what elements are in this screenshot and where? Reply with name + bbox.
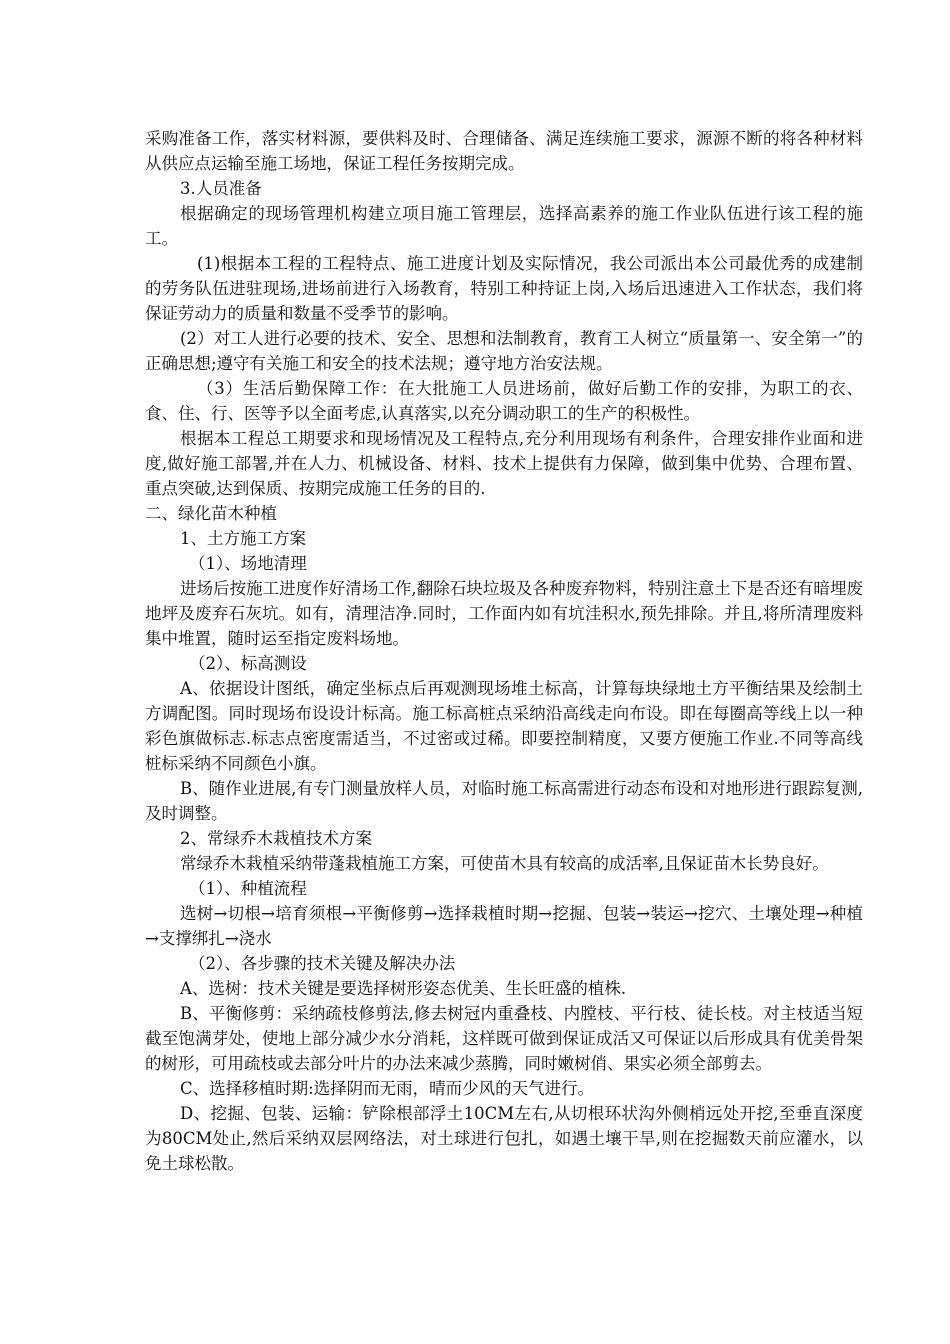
heading-key-steps: （2）、各步骤的技术关键及解决办法 xyxy=(189,954,456,973)
paragraph-education: (2）对工人进行必要的技术、安全、思想和法制教育，教育工人树立“质量第一、安全第一”的正确思想;遵守有关施工和安全的技术法规；遵守地方治安法规。 xyxy=(145,329,863,373)
heading-greening-planting: 二、绿化苗木种植 xyxy=(145,504,277,523)
heading-evergreen-tree-plan: 2、常绿乔木栽植技术方案 xyxy=(180,829,372,848)
paragraph-elevation-b: B、随作业进展,有专门测量放样人员，对临时施工标高需进行动态布设和对地形进行跟踪复测,及时调整。 xyxy=(145,779,863,823)
paragraph-materials-continued: 采购准备工作，落实材料源，要供料及时、合理储备、满足连续施工要求，源源不断的将各种材料从供应点运输至施工场地，保证工程任务按期完成。 xyxy=(145,129,863,173)
paragraph-elevation-a: A、依据设计图纸，确定坐标点后再观测现场堆土标高，计算每块绿地土方平衡结果及绘制土方调配图。同时现场布设设计标高。施工标高桩点采纳沿高线走向布设。即在每圈高等线上以一种彩色旗做标志.标志点密度需适当，不过密或过稀。即要控制精度，又要方便施工作业.不同等高线桩标采纳不同颜色小旗。 xyxy=(145,679,863,773)
paragraph-evergreen-intro: 常绿乔木栽植采纳带蓬栽植施工方案，可使苗木具有较高的成活率,且保证苗木长势良好。 xyxy=(180,854,829,873)
heading-personnel-preparation: 3.人员准备 xyxy=(180,179,262,198)
paragraph-site-clearing: 进场后按施工进度作好清场工作,翻除石块垃圾及各种废弃物料，特别注意土下是否还有暗埋废地坪及废弃石灰坑。如有，清理洁净.同时，工作面内如有坑洼积水,预先排除。并且,将所清理废料集中堆置，随时运至指定废料场地。 xyxy=(145,579,863,648)
heading-site-clearing: （1）、场地清理 xyxy=(189,554,307,573)
document-body xyxy=(145,126,863,1176)
paragraph-management: 根据确定的现场管理机构建立项目施工管理层，选择高素养的施工作业队伍进行该工程的施工。 xyxy=(145,204,863,248)
paragraph-step-c: C、选择移植时期:选择阴而无雨，晴而少风的天气进行。 xyxy=(180,1079,595,1098)
paragraph-logistics: （3）生活后勤保障工作：在大批施工人员进场前，做好后勤工作的安排，为职工的衣、食、住、行、医等予以全面考虑,认真落实,以充分调动职工的生产的积极性。 xyxy=(145,379,863,423)
paragraph-schedule: 根据本工程总工期要求和现场情况及工程特点,充分利用现场有利条件，合理安排作业面和进度,做好施工部署,并在人力、机械设备、材料、技术上提供有力保障，做到集中优势、合理布置、重点突破,达到保质、按期完成施工任务的目的. xyxy=(145,429,863,498)
paragraph-planting-process: 选树→切根→培育须根→平衡修剪→选择栽植时期→挖掘、包装→装运→挖穴、土壤处理→种植→支撑绑扎→浇水 xyxy=(145,904,863,948)
heading-elevation-survey: （2）、标高测设 xyxy=(189,654,307,673)
paragraph-step-b: B、平衡修剪：采纳疏枝修剪法,修去树冠内重叠枝、内膛枝、平行枝、徒长枝。对主枝适当短截至饱满芽处，使地上部分减少水分消耗，这样既可做到保证成活又可保证以后形成具有优美骨架的树形，可用疏枝或去部分叶片的办法来减少蒸腾，同时嫩树俏、果实必须全部剪去。 xyxy=(145,1004,863,1073)
heading-earthwork-plan: 1、土方施工方案 xyxy=(180,529,306,548)
paragraph-labor-team: (1)根据本工程的工程特点、施工进度计划及实际情况，我公司派出本公司最优秀的成建制的劳务队伍进驻现场,进场前进行入场教育，特别工种持证上岗,入场后迅速进入工作状态，我们将保证劳动力的质量和数量不受季节的影响。 xyxy=(145,254,863,323)
heading-planting-process: （1）、种植流程 xyxy=(189,879,307,898)
paragraph-step-a: A、选树：技术关键是要选择树形姿态优美、生长旺盛的植株. xyxy=(180,979,627,998)
paragraph-step-d: D、挖掘、包装、运输：铲除根部浮土10CM左右,从切根环状沟外侧梢远处开挖,至垂直深度为80CM处止,然后采纳双层网络法，对土球进行包扎，如遇土壤干旱,则在挖掘数天前应灌水，以免土球松散。 xyxy=(145,1104,863,1173)
